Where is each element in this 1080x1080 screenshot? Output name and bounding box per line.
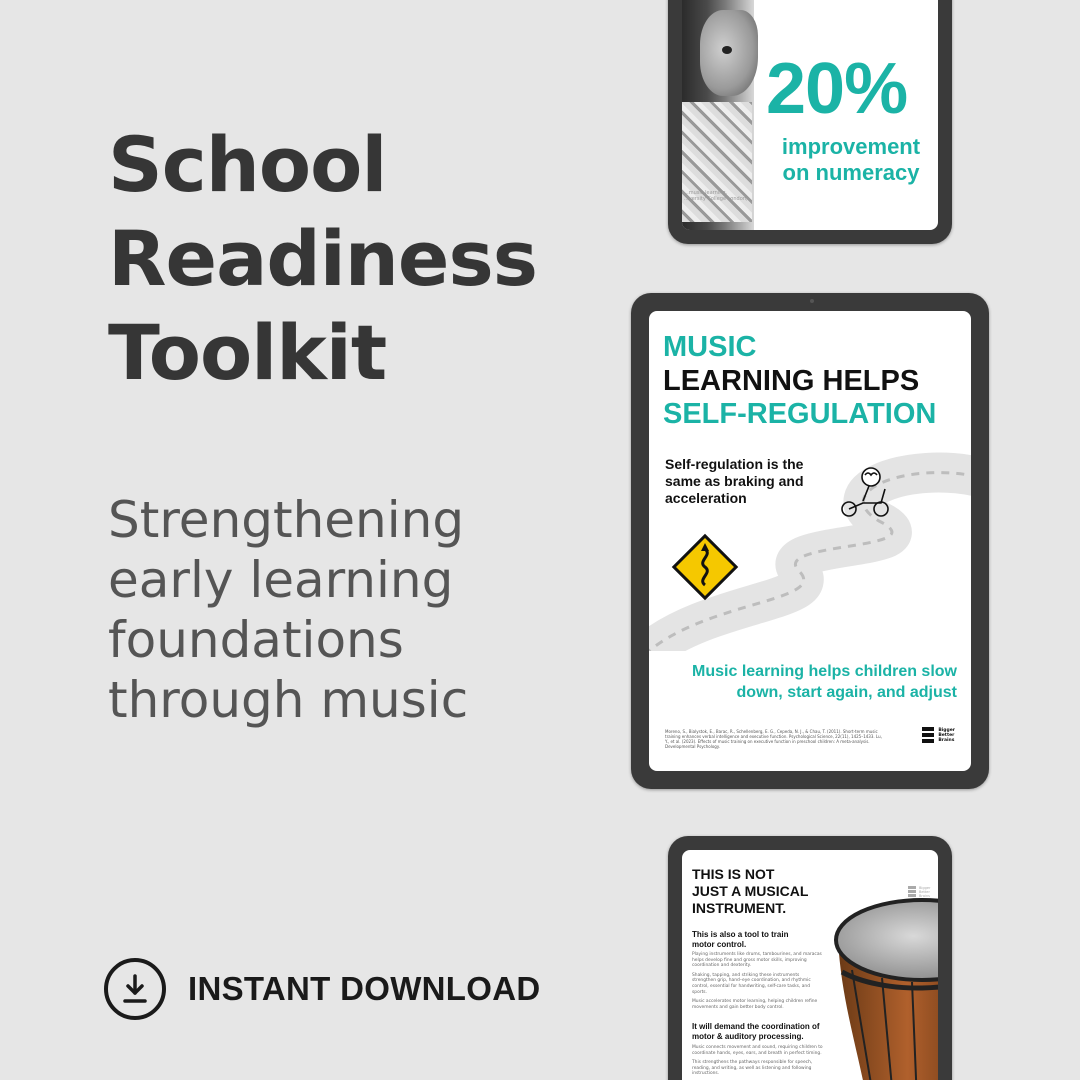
- title-line-1: School: [108, 120, 387, 209]
- instant-download: [104, 958, 540, 1020]
- subtitle-line-2: early learning: [108, 551, 454, 609]
- regulation-footer: Music learning helps children slow down, start again, and adjust: [692, 663, 957, 701]
- brand-mark-icon: [922, 727, 934, 743]
- subtitle-line-4: through music: [108, 671, 469, 729]
- page-title: [108, 118, 537, 400]
- drum-photo: [832, 890, 938, 1080]
- numeracy-stat-caption: improvement on numeracy: [781, 134, 921, 185]
- heading-learning-helps: LEARNING HELPS: [663, 365, 920, 397]
- tablet-self-regulation-screen: [649, 311, 971, 771]
- title-line-3: Toolkit: [108, 308, 387, 397]
- tablet-numeracy: [668, 0, 952, 244]
- child-shirt: [682, 102, 752, 222]
- brand-logo: [922, 727, 955, 743]
- subtitle-line-1: Strengthening: [108, 491, 465, 549]
- heading-self-regulation: SELF-REGULATION: [663, 398, 937, 430]
- tablet-numeracy-screen: [682, 0, 938, 230]
- self-regulation-lead: Self-regulation is the same as braking and acceleration: [665, 456, 804, 506]
- brand-logo-small: [908, 886, 930, 898]
- brand-name: Bigger Better Brains: [938, 727, 955, 743]
- motor-subheading-1: This is also a tool to train motor control.: [692, 930, 789, 949]
- motor-heading: THIS IS NOT JUST A MUSICAL INSTRUMENT.: [692, 866, 809, 916]
- tablet-self-regulation: [631, 293, 989, 789]
- download-icon: [104, 958, 166, 1020]
- title-line-2: Readiness: [108, 214, 537, 303]
- subtitle: [108, 490, 468, 730]
- brand-mark-icon: [908, 886, 916, 898]
- motor-body-2: Music connects movement and sound, requiring children to coordinate hands, eyes, ears, and breath in perfect timing. This strengthens the pathways responsible for speech, reading, and writing, as well as listening and following instructions.: [692, 1045, 823, 1077]
- heading-music: MUSIC: [663, 331, 757, 363]
- photo-credit: ...music learning. ...versity College London): [684, 190, 748, 202]
- subtitle-line-3: foundations: [108, 611, 404, 669]
- numeracy-stat: 20%: [766, 49, 908, 129]
- tablet-motor-control-screen: [682, 850, 938, 1080]
- brand-name-small: Bigger Better Brains: [919, 886, 931, 898]
- download-label: INSTANT DOWNLOAD: [188, 970, 541, 1007]
- child-eye: [722, 46, 732, 54]
- motor-subheading-2: It will demand the coordination of motor & auditory processing.: [692, 1022, 820, 1041]
- sign-icon: [674, 536, 736, 598]
- references: Moreno, S., Bialystok, E., Barac, R., Schellenberg, E. G., Cepeda, N. J., & Chau, T. (2011). Short-term music training enhances verbal intelligence and executive function. Psychological Science, 22(11), 1425–1433. Lu, Y., et al. (2023). Effects of music training on executive function in preschool children: A meta-analysis. Developmental Psychology.: [665, 729, 882, 749]
- motor-body-1: Playing instruments like drums, tambourines, and maracas helps develop fine and gross motor skills, improving coordination and dexterity. Shaking, tapping, and striking these instruments strengthen grip, hand–eye coordination, and rhythmic control, essential for handwriting, self-care tasks, and sports. Music accelerates motor learning, helping children refine movements and gain better body control.: [692, 952, 822, 1010]
- tablet-camera: [810, 299, 814, 303]
- tablet-motor-control: [668, 836, 952, 1080]
